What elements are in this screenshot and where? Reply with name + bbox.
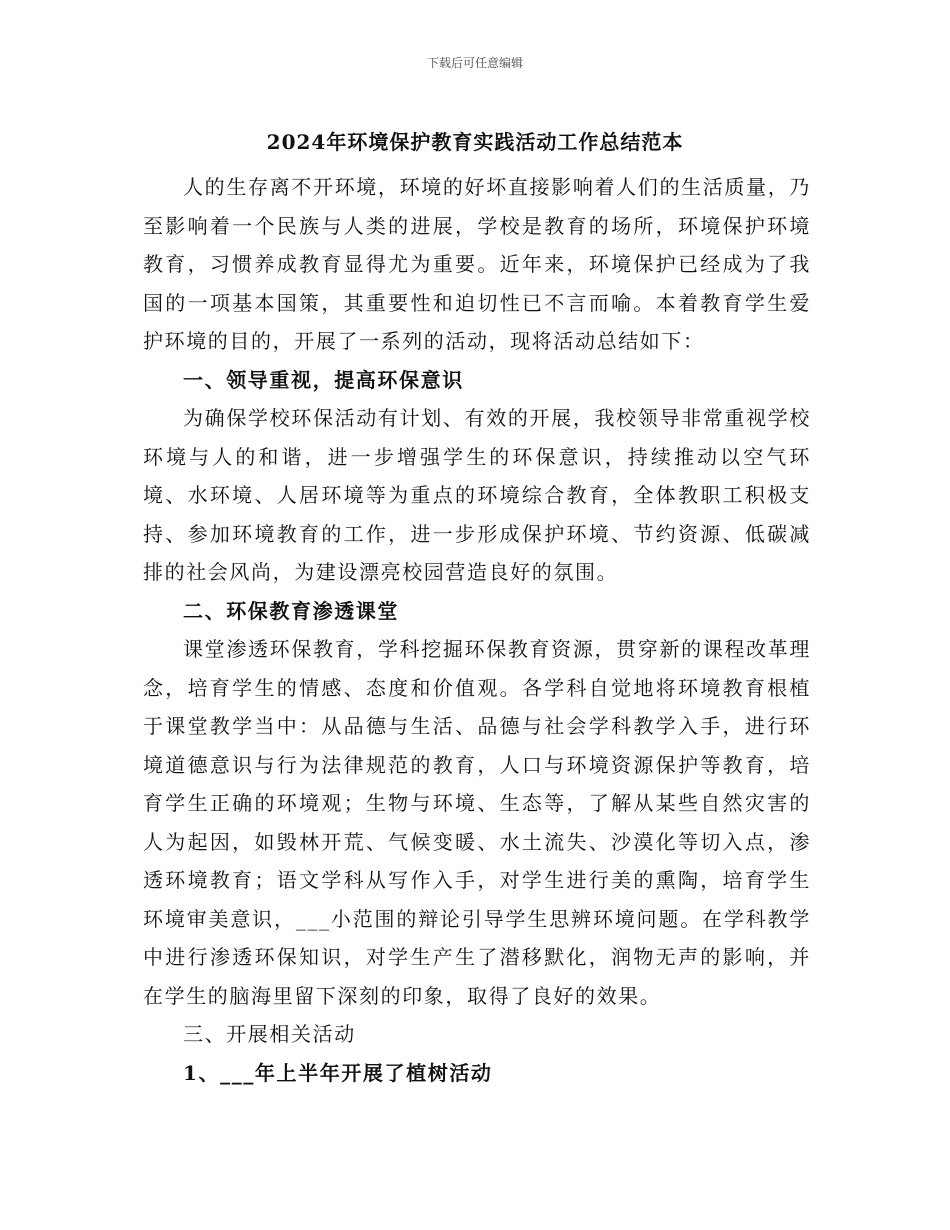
- section-heading-2: 二、环保教育渗透课堂: [183, 598, 399, 623]
- document-title: 2024年环境保护教育实践活动工作总结范本: [266, 130, 684, 154]
- subsection-heading-1: 1、___年上半年开展了植树活动: [183, 1060, 493, 1085]
- page-header-note: 下载后可任意编辑: [426, 56, 523, 70]
- section-heading-1: 一、领导重视，提高环保意识: [183, 367, 464, 392]
- section-paragraph-2: 课堂渗透环保教育，学科挖掘环保教育资源，贯穿新的课程改革理念，培育学生的情感、态度和价值观。各学科自觉地将环境教育根植于课堂教学当中：从品德与生活、品德与社会学科教学入手，进行环境道德意识与行为法律规范的教育，人口与环境资源保护等教育，培育学生正确的环境观；生物与环境、生态等，了解从某些自然灾害的人为起因，如毁林开荒、气候变暖、水土流失、沙漠化等切入点，渗透环境教育；语文学科从写作入手，对学生进行美的熏陶，培育学生环境审美意识，___小范围的辩论引导学生思辨环境问题。在学科教学中进行渗透环保知识，对学生产生了潜移默化，润物无声的影响，并在学生的脑海里留下深刻的印象，取得了良好的效果。: [143, 637, 811, 1008]
- intro-paragraph: 人的生存离不开环境，环境的好坏直接影响着人们的生活质量，乃至影响着一个民族与人类的进展，学校是教育的场所，环境保护环境教育，习惯养成教育显得尤为重要。近年来，环境保护已经成为了我国的一项基本国策，其重要性和迫切性已不言而喻。本着教育学生爱护环境的目的，开展了一系列的活动，现将活动总结如下：: [143, 175, 811, 353]
- section-heading-3: 三、开展相关活动: [183, 1022, 356, 1046]
- document-body: [143, 168, 811, 1092]
- section-paragraph-1: 为确保学校环保活动有计划、有效的开展，我校领导非常重视学校环境与人的和谐，进一步增强学生的环保意识，持续推动以空气环境、水环境、人居环境等为重点的环境综合教育，全体教职工积极支持、参加环境教育的工作，进一步形成保护环境、节约资源、低碳减排的社会风尚，为建设漂亮校园营造良好的氛围。: [143, 406, 811, 584]
